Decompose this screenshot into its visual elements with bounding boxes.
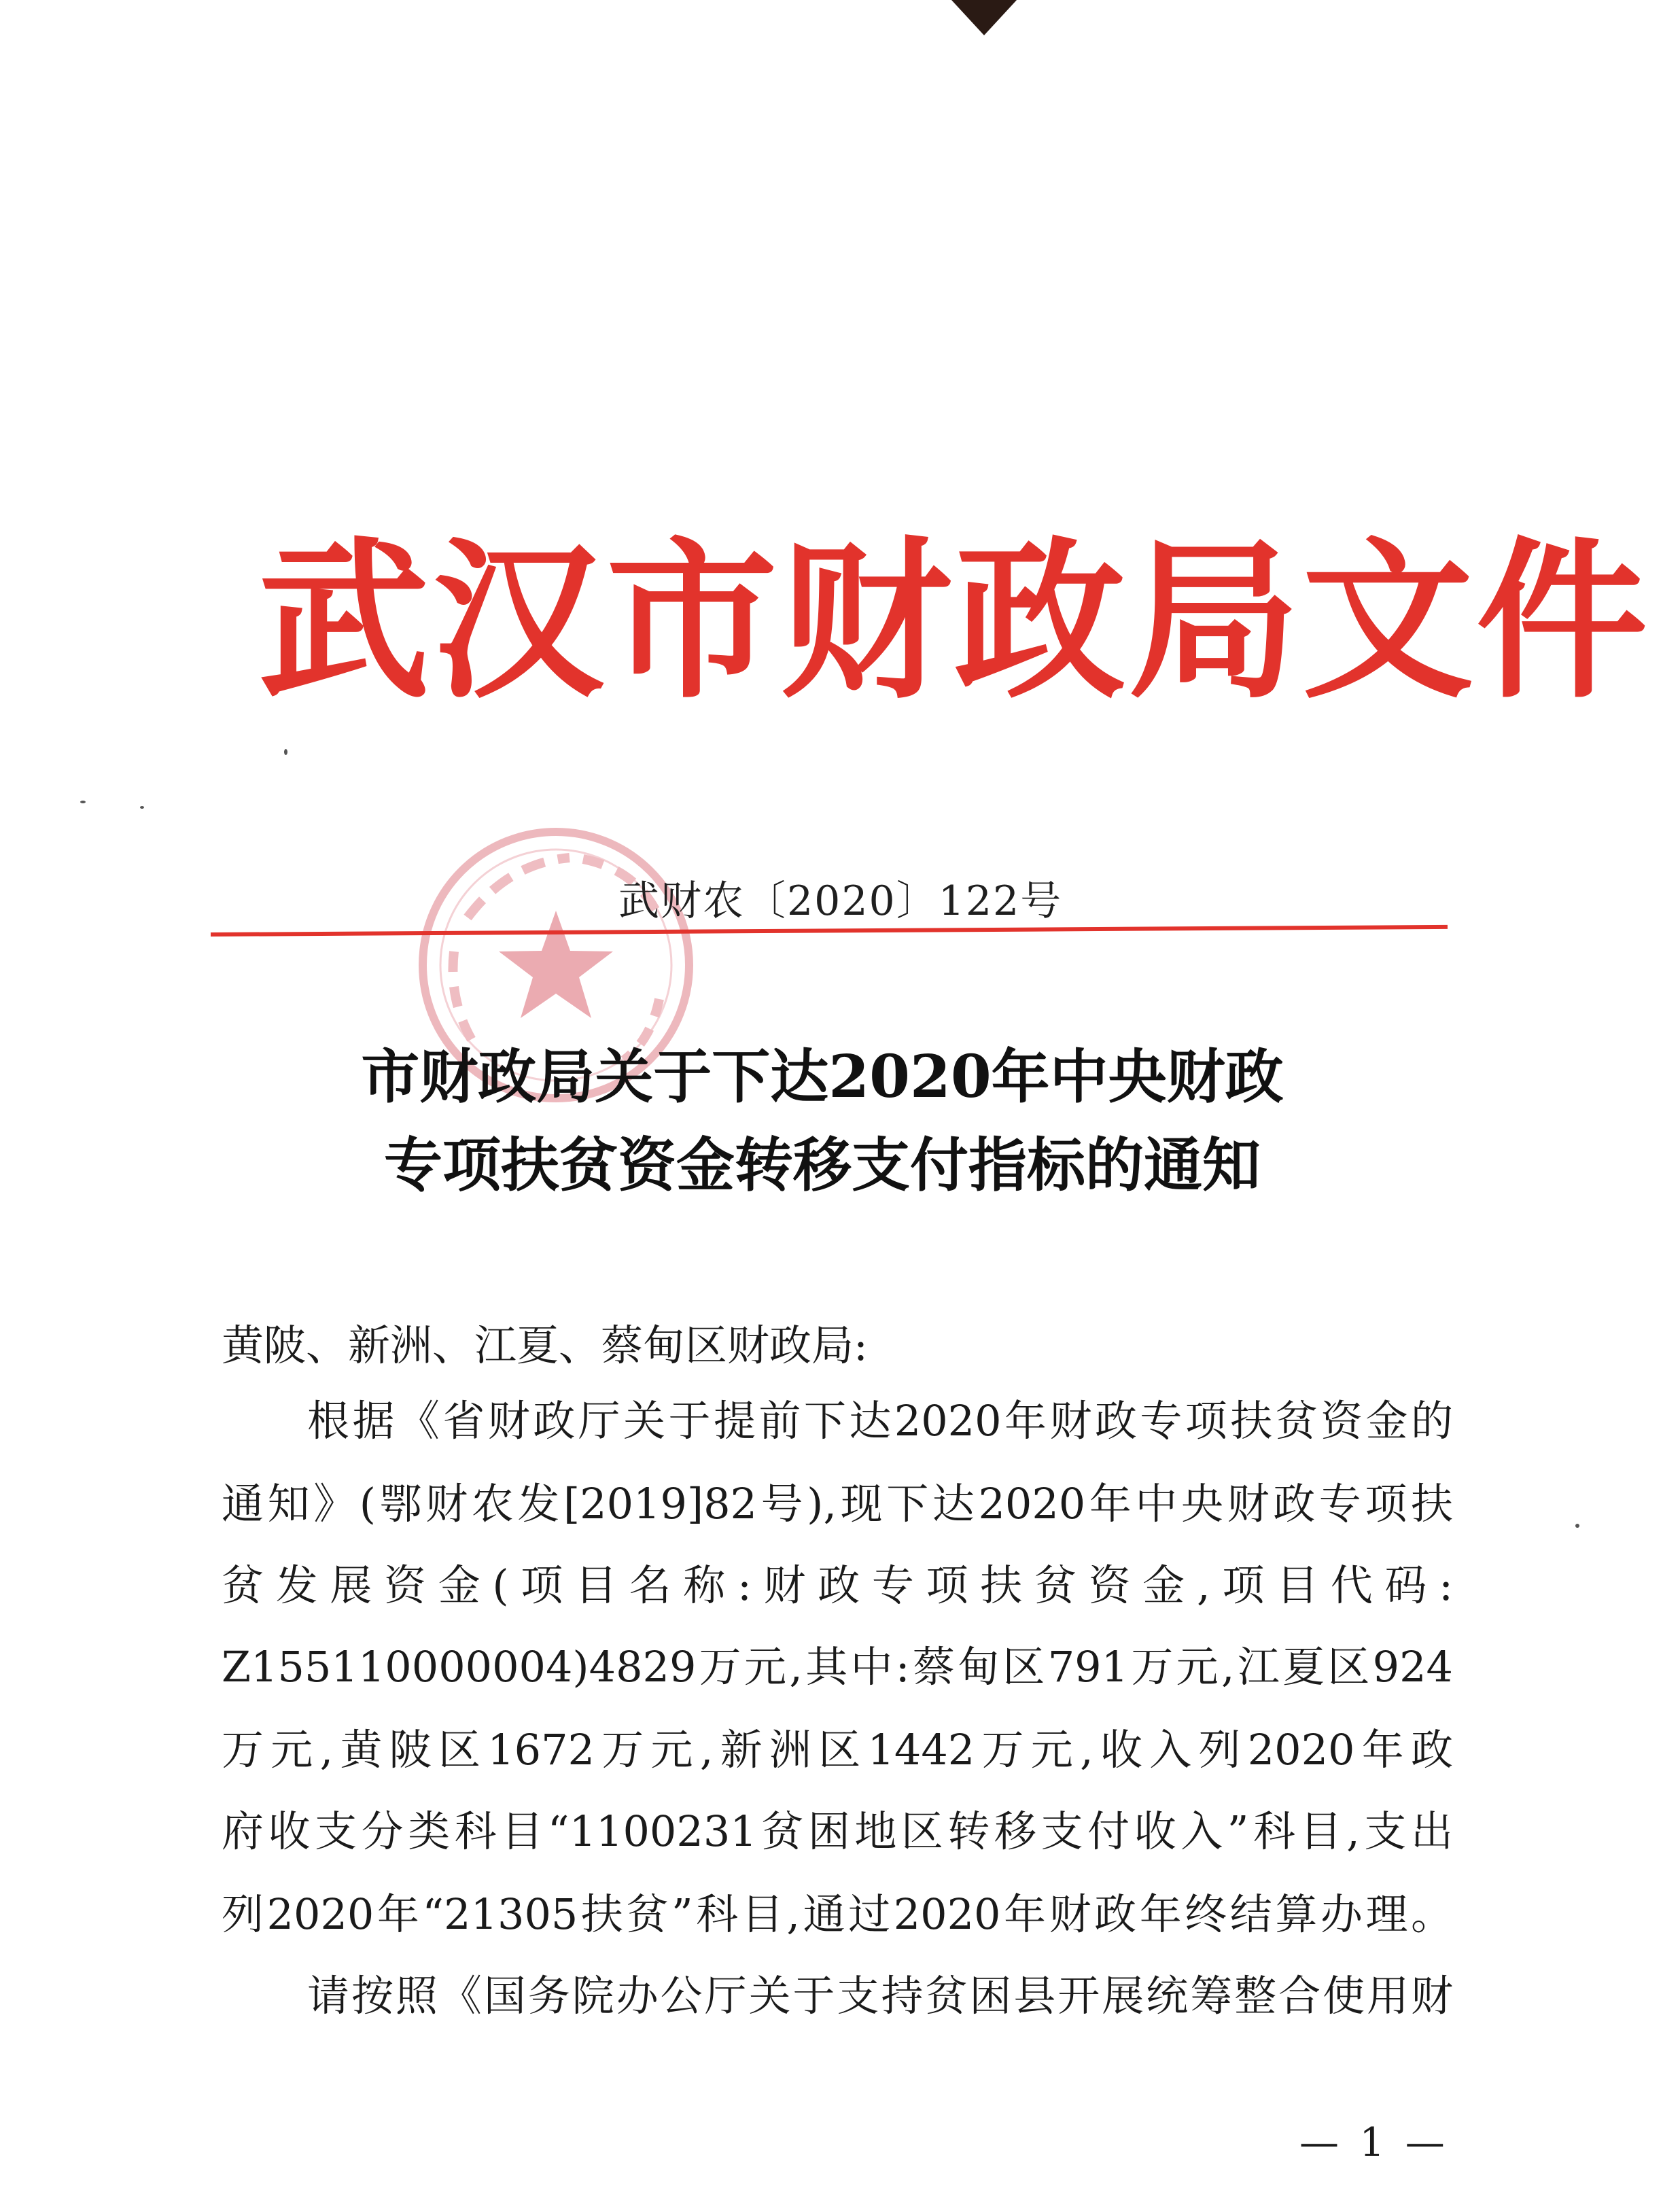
- document-title-line-1: 市财政局关于下达2020年中央财政: [361, 1043, 1284, 1111]
- scan-speck: [140, 806, 144, 809]
- body-line-6: 府收支分类科目“1100231贫困地区转移支付收入”科目,支出: [222, 1806, 1453, 1856]
- body-line-4: Z155110000004)4829万元,其中:蔡甸区791万元,江夏区924: [222, 1642, 1453, 1692]
- scan-speck: [284, 749, 287, 755]
- seal-star-icon: [499, 911, 613, 1018]
- document-title-line-2: 专项扶贫资金转移支付指标的通知: [384, 1131, 1261, 1200]
- scan-speck: [80, 801, 86, 803]
- page-number: — 1 —: [1299, 2119, 1449, 2165]
- document-number: 武财农〔2020〕122号: [618, 877, 1063, 925]
- body-line-5: 万元,黄陂区1672万元,新洲区1442万元,收入列2020年政: [222, 1725, 1453, 1775]
- body-line-7: 列2020年“21305扶贫”科目,通过2020年财政年终结算办理。: [222, 1889, 1453, 1939]
- body-line-1: 根据《省财政厅关于提前下达2020年财政专项扶贫资金的: [307, 1396, 1453, 1446]
- scan-speck: [1575, 1524, 1579, 1528]
- scan-corner-mark: [951, 0, 1017, 35]
- addressee-line: 黄陂、新洲、江夏、蔡甸区财政局:: [222, 1321, 868, 1370]
- body-line-2: 通知》(鄂财农发[2019]82号),现下达2020年中央财政专项扶: [222, 1479, 1453, 1528]
- masthead-title: 武汉市财政局文件: [258, 523, 1651, 722]
- body-line-8: 请按照《国务院办公厅关于支持贫困县开展统筹整合使用财: [307, 1971, 1453, 2021]
- body-line-3: 贫发展资金(项目名称:财政专项扶贫资金,项目代码:: [222, 1560, 1453, 1610]
